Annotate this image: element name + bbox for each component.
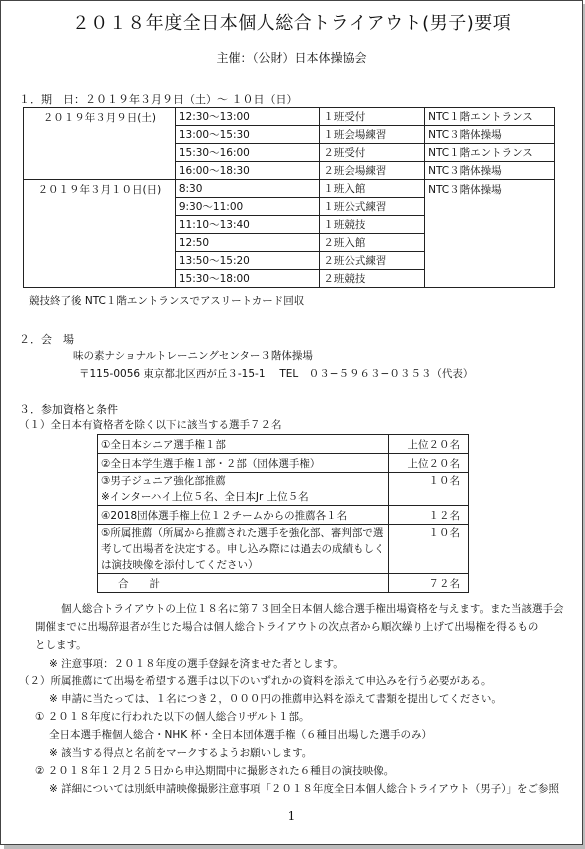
- eligibility-criterion: ③男子ジュニア強化部推薦 ※インターハイ上位５名、全日本Jr 上位５名: [98, 473, 389, 506]
- section-2-heading: ２．会 場: [19, 333, 74, 346]
- paragraph-line: 個人総合トライアウトの上位１８名に第７３回全日本個人総合選手権出場資格を与えます。また当該選手会: [61, 603, 564, 615]
- schedule-event: ２班会場練習: [320, 162, 425, 180]
- schedule-event: ２班公式練習: [320, 252, 425, 270]
- fee-note: ※ 申請に当たっては、１名につき２，０００円の推薦申込料を添えて書類を提出してください。: [49, 693, 502, 705]
- schedule-place: NTC３階体操場: [425, 162, 555, 180]
- venue-name: 味の素ナショナルトレーニングセンター３階体操場: [73, 350, 313, 362]
- schedule-event: １班受付: [320, 108, 425, 126]
- table-row: [98, 525, 469, 574]
- schedule-time: 12:30～13:00: [175, 108, 320, 126]
- eligibility-total-label: 合 計: [98, 574, 389, 593]
- schedule-event: １班競技: [320, 216, 425, 234]
- schedule-place: NTC１階エントランス: [425, 108, 555, 126]
- schedule-note: 競技終了後 NTC１階エントランスでアスリートカード回収: [29, 295, 305, 307]
- schedule-event: １班公式練習: [320, 198, 425, 216]
- eligibility-count: １２名: [389, 506, 469, 525]
- schedule-time: 9:30～11:00: [175, 198, 320, 216]
- schedule-time: 8:30: [175, 180, 320, 198]
- option-1-note: ※ 該当する得点と名前をマークするようお願いします。: [49, 747, 313, 759]
- section-1-heading: １．期 日：２０１９年３月９日（土）～ １０日（日）: [19, 93, 298, 106]
- option-1-detail: 全日本選手権個人総合・NHK 杯・全日本団体選手権（６種目出場した選手のみ）: [49, 729, 432, 741]
- schedule-time: 15:30～16:00: [175, 144, 320, 162]
- schedule-table: [23, 107, 555, 288]
- schedule-time: 16:00～18:30: [175, 162, 320, 180]
- eligibility-criterion: ②全日本学生選手権１部・２部（団体選手権）: [98, 454, 389, 473]
- eligibility-count: １０名: [389, 473, 469, 506]
- eligibility-total-count: ７２名: [389, 574, 469, 593]
- schedule-time: 15:30～18:00: [175, 270, 320, 288]
- table-row: [98, 435, 469, 454]
- eligibility-count: １０名: [389, 525, 469, 574]
- schedule-date: ２０１９年３月９日(土): [24, 108, 176, 180]
- page-title: ２０１８年度全日本個人総合トライアウト(男子)要項: [71, 13, 512, 34]
- table-row: [98, 506, 469, 525]
- paragraph-line: とします。: [35, 639, 87, 651]
- eligibility-criterion: ⑤所属推薦（所属から推薦された選手を強化部、審判部で選考して出場者を決定する。申し込み際には過去の成績もしくは演技映像を添付してください）: [98, 525, 389, 574]
- schedule-time: 13:00～15:30: [175, 126, 320, 144]
- option-2-note: ※ 詳細については別紙申請映像撮影注意事項「２０１８年度全日本個人総合トライアウト（男子）」をご参照: [49, 783, 560, 795]
- eligibility-table: [97, 434, 469, 593]
- venue-address: 〒115-0056 東京都北区西が丘３-15-1 TEL ０３−５９６３−０３５３（代表）: [79, 368, 474, 380]
- schedule-time: 12:50: [175, 234, 320, 252]
- section-3-heading: ３．参加資格と条件: [19, 403, 118, 416]
- eligibility-count: 上位２０名: [389, 435, 469, 454]
- schedule-place: NTC３階体操場: [425, 126, 555, 144]
- page-number: 1: [287, 809, 296, 823]
- option-2: ② ２０１８年１２月２５日から申込期間中に撮影された６種目の演技映像。: [35, 765, 395, 777]
- schedule-event: ２班受付: [320, 144, 425, 162]
- table-row: [98, 574, 469, 593]
- organizer-line: 主催：（公財）日本体操協会: [216, 51, 367, 65]
- schedule-event: １班会場練習: [320, 126, 425, 144]
- condition-2: （２）所属推薦にて出場を希望する選手は以下のいずれかの資料を添えて申込みを行う必要がある。: [19, 675, 492, 687]
- table-row: [24, 108, 555, 126]
- schedule-date: ２０１９年３月１０日(日): [24, 180, 176, 288]
- schedule-event: ２班競技: [320, 270, 425, 288]
- schedule-event: ２班入館: [320, 234, 425, 252]
- eligibility-criterion: ①全日本シニア選手権１部: [98, 435, 389, 454]
- option-1: ① ２０１８年度に行われた以下の個人総合リザルト１部。: [35, 711, 310, 723]
- table-row: [24, 180, 555, 198]
- schedule-time: 11:10～13:40: [175, 216, 320, 234]
- paragraph-line: 開催までに出場辞退者が生じた場合は個人総合トライアウトの次点者から順次繰り上げて出場権を得るもの: [35, 621, 539, 633]
- schedule-place: NTC１階エントランス: [425, 144, 555, 162]
- eligibility-count: 上位２０名: [389, 454, 469, 473]
- notice-note: ※ 注意事項：２０１８年度の選手登録を済ませた者とします。: [49, 658, 344, 670]
- schedule-time: 13:50～15:20: [175, 252, 320, 270]
- schedule-event: １班入館: [320, 180, 425, 198]
- table-row: [98, 454, 469, 473]
- table-row: [98, 473, 469, 506]
- condition-1: （１）全日本有資格者を除く以下に該当する選手７２名: [19, 419, 282, 431]
- schedule-place: NTC３階体操場: [425, 180, 555, 288]
- eligibility-criterion: ④2018団体選手権上位１２チームからの推薦各１名: [98, 506, 389, 525]
